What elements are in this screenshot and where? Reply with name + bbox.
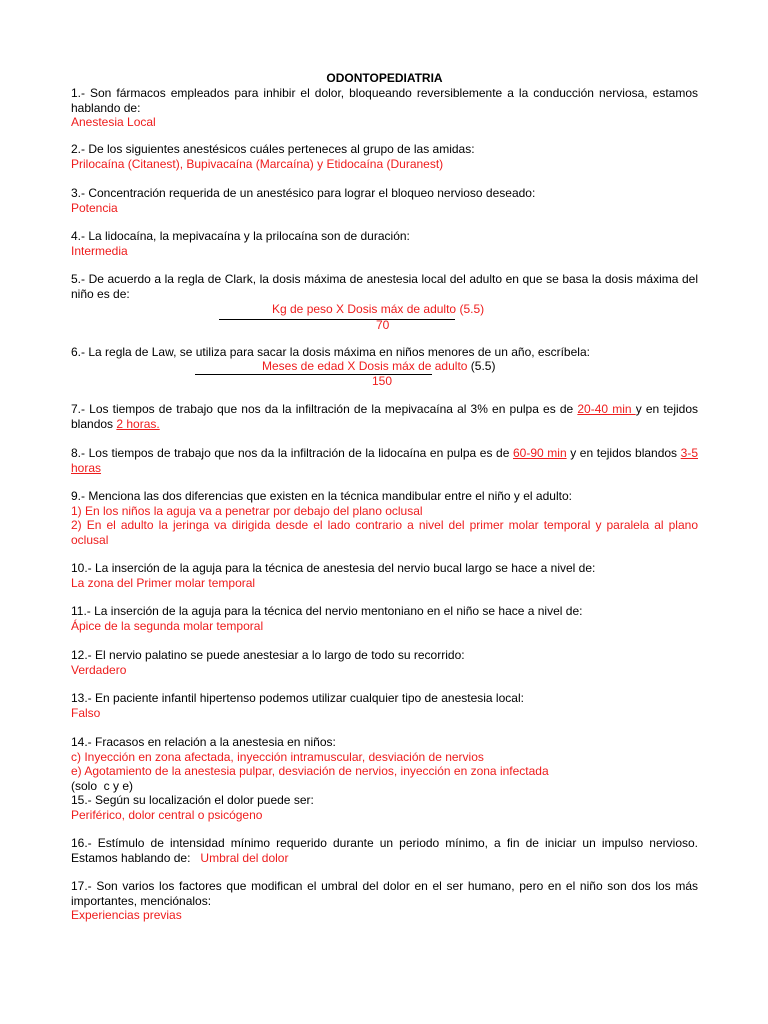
- answer-text: 20-40 min: [577, 402, 636, 416]
- fraction-line: [195, 374, 432, 375]
- question-7: [71, 402, 698, 431]
- question-10: [71, 561, 698, 590]
- question-text: 16.- Estímulo de intensidad mínimo requerido durante un periodo mínimo, a fin de iniciar un impulso nervioso. Estamos hablando de:: [71, 836, 698, 865]
- formula-numerator-constant: (5.5): [467, 359, 496, 373]
- answer-text: e) Agotamiento de la anestesia pulpar, desviación de nervios, inyección en zona infectada: [71, 764, 549, 779]
- question-12: [71, 648, 698, 677]
- question-11: [71, 604, 698, 633]
- answer-text: Prilocaína (Citanest), Bupivacaína (Marcaína) y Etidocaína (Duranest): [71, 156, 444, 171]
- question-text: 2.- De los siguientes anestésicos cuáles perteneces al grupo de las amidas:: [71, 142, 475, 156]
- question-13: [71, 691, 698, 720]
- answer-text: Falso: [71, 705, 101, 720]
- question-5: [71, 272, 698, 301]
- formula-numerator: Meses de edad X Dosis máx de adulto: [262, 359, 468, 373]
- question-text: 4.- La lidocaína, la mepivacaína y la prilocaína son de duración:: [71, 229, 410, 243]
- question-text: 13.- En paciente infantil hipertenso podemos utilizar cualquier tipo de anestesia local:: [71, 691, 524, 705]
- answer-text: La zona del Primer molar temporal: [71, 575, 256, 590]
- answer-text: Experiencias previas: [71, 908, 182, 923]
- formula-numerator: Kg de peso X Dosis máx de adulto (5.5): [272, 302, 485, 316]
- answer-text: Periférico, dolor central o psicógeno: [71, 807, 263, 822]
- question-text: 7.- Los tiempos de trabajo que nos da la infiltración de la mepivacaína al 3% en pulpa es de: [71, 402, 578, 416]
- answer-text: c) Inyección en zona afectada, inyección intramuscular, desviación de nervios: [71, 749, 484, 764]
- answer-text: 2 horas.: [116, 416, 160, 431]
- answer-text: Intermedia: [71, 243, 128, 258]
- question-1: [71, 86, 698, 130]
- fraction-line: [219, 319, 455, 320]
- answer-text: Anestesia Local: [71, 115, 156, 130]
- document-title: ODONTOPEDIATRIA: [326, 71, 443, 85]
- question-16: [71, 836, 698, 865]
- formula-denominator: 150: [372, 374, 393, 388]
- answer-text: Umbral del dolor: [190, 850, 289, 865]
- question-text: 5.- De acuerdo a la regla de Clark, la dosis máxima de anestesia local del adulto en que se basa la dosis máxima del niño es de:: [71, 272, 698, 301]
- question-text: 1.- Son fármacos empleados para inhibir el dolor, bloqueando reversiblemente a la conducción nerviosa, estamos hablando de:: [71, 86, 698, 115]
- answer-text: 1) En los niños la aguja va a penetrar por debajo del plano oclusal: [71, 503, 423, 518]
- answer-text: Ápice de la segunda molar temporal: [71, 618, 264, 633]
- answer-note: (solo c y e): [71, 778, 134, 793]
- question-15: [71, 793, 698, 822]
- answer-text: 2) En el adulto la jeringa va dirigida desde el lado contrario a nivel del primer molar temporal y paralela al plano oclusal: [71, 518, 698, 547]
- answer-text: Verdadero: [71, 662, 127, 677]
- question-2: [71, 142, 698, 171]
- question-6: [71, 345, 698, 360]
- answer-text: Potencia: [71, 200, 118, 215]
- question-9: [71, 489, 698, 547]
- answer-text: 60-90 min: [513, 446, 567, 460]
- question-text: 10.- La inserción de la aguja para la técnica de anestesia del nervio bucal largo se hace a nivel de:: [71, 561, 596, 575]
- question-text: y en tejidos blandos: [566, 446, 681, 460]
- question-text: 11.- La inserción de la aguja para la técnica del nervio mentoniano en el niño se hace a nivel de:: [71, 604, 583, 618]
- question-text: 6.- La regla de Law, se utiliza para sacar la dosis máxima en niños menores de un año, escríbela:: [71, 345, 590, 359]
- question-text: 12.- El nervio palatino se puede anestesiar a lo largo de todo su recorrido:: [71, 648, 465, 662]
- question-8: [71, 446, 698, 475]
- question-text: y en tejidos blandos: [71, 402, 699, 431]
- question-14: [71, 735, 698, 793]
- question-text: 17.- Son varios los factores que modifican el umbral del dolor en el ser humano, pero en el niño son dos los más importantes, menciónalos:: [71, 879, 698, 908]
- question-4: [71, 229, 698, 258]
- answer-text: 3-5 horas: [71, 446, 698, 475]
- question-text: 8.- Los tiempos de trabajo que nos da la infiltración de la lidocaína en pulpa es de: [71, 446, 513, 460]
- formula-denominator: 70: [376, 318, 390, 332]
- question-text: 9.- Menciona las dos diferencias que existen en la técnica mandibular entre el niño y el adulto:: [71, 489, 572, 503]
- question-17: [71, 879, 698, 923]
- question-3: [71, 186, 698, 215]
- question-text: 15.- Según su localización el dolor puede ser:: [71, 793, 314, 807]
- question-text: 14.- Fracasos en relación a la anestesia en niños:: [71, 735, 336, 749]
- question-text: 3.- Concentración requerida de un anestésico para lograr el bloqueo nervioso deseado:: [71, 186, 536, 200]
